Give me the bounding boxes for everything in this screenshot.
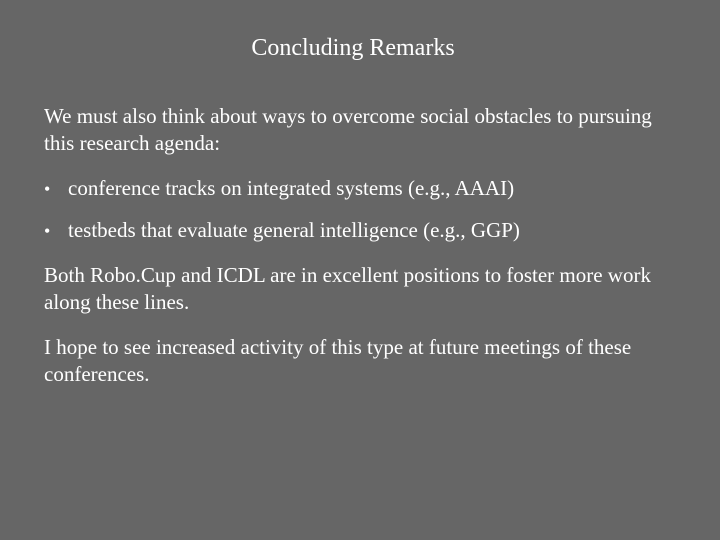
slide-title: Concluding Remarks [251,35,455,61]
robocup-icdl-paragraph: Both Robo.Cup and ICDL are in excellent positions to foster more work along these lines. [44,263,651,314]
bullet-text: conference tracks on integrated systems (e.g., AAAI) [68,176,515,200]
intro-paragraph: We must also think about ways to overcome social obstacles to pursuing this research agenda: [44,104,652,155]
bullet-dot-icon: • [44,179,51,199]
bullet-text: testbeds that evaluate general intelligence (e.g., GGP) [68,218,520,242]
bullet-item-testbeds [44,217,684,245]
bullet-dot-icon: • [44,221,51,241]
bullet-item-conference-tracks [44,175,684,203]
closing-paragraph: I hope to see increased activity of this type at future meetings of these conferences. [44,335,632,386]
